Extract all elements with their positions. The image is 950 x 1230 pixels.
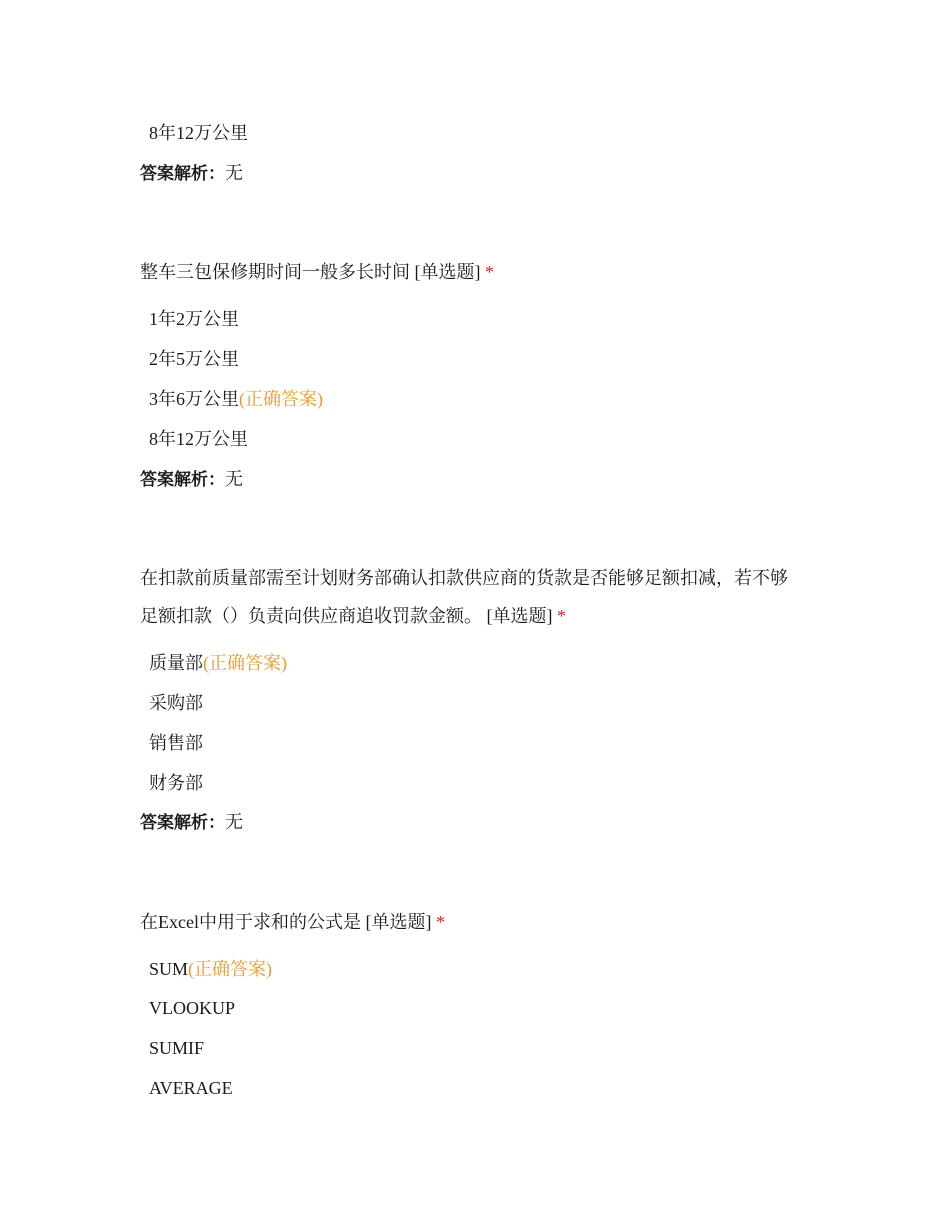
correct-answer-tag: (正确答案): [239, 389, 323, 409]
correct-answer-tag: (正确答案): [188, 959, 273, 979]
option-item: [149, 731, 203, 755]
option-item: [149, 121, 248, 145]
option-item: [149, 307, 239, 331]
option-label: 2年5万公里: [149, 349, 239, 369]
option-item: [149, 1076, 233, 1100]
required-star: *: [435, 912, 445, 932]
option-item-correct: [149, 957, 272, 981]
question-title-line1: [140, 566, 788, 590]
question-text: 整车三包保修期时间一般多长时间: [140, 262, 410, 282]
option-label: SUMIF: [149, 1038, 205, 1058]
question-text: 在扣款前质量部需至计划财务部确认扣款供应商的货款是否能够足额扣减，若不够: [140, 568, 788, 588]
option-item: [149, 996, 235, 1020]
analysis-value: 无: [225, 163, 243, 183]
option-label: 8年12万公里: [149, 123, 248, 143]
answer-analysis: [140, 467, 243, 492]
option-item: [149, 771, 203, 795]
analysis-label: 答案解析：: [140, 164, 225, 184]
answer-analysis: [140, 810, 243, 835]
option-item-correct: [149, 387, 323, 411]
required-star: *: [557, 606, 566, 626]
question-title: [140, 910, 445, 934]
option-item: [149, 427, 248, 451]
option-label: 采购部: [149, 693, 203, 713]
question-type: [单选题]: [365, 912, 432, 932]
analysis-label: 答案解析：: [140, 813, 225, 833]
question-type: [单选题]: [486, 606, 553, 626]
question-title-line2: [140, 604, 566, 628]
option-label: VLOOKUP: [149, 998, 236, 1018]
question-title: [140, 260, 494, 284]
option-label: 销售部: [149, 733, 203, 753]
analysis-value: 无: [225, 812, 243, 832]
required-star: *: [485, 262, 494, 282]
option-label: 1年2万公里: [149, 309, 239, 329]
question-text: 在Excel中用于求和的公式是: [140, 912, 361, 932]
option-item: [149, 1036, 204, 1060]
option-label: 质量部: [149, 653, 203, 673]
option-item: [149, 691, 203, 715]
analysis-value: 无: [225, 469, 243, 489]
option-item: [149, 347, 239, 371]
question-text: 足额扣款（）负责向供应商追收罚款金额。: [140, 606, 482, 626]
correct-answer-tag: (正确答案): [203, 653, 287, 673]
option-label: 财务部: [149, 773, 203, 793]
answer-analysis: [140, 161, 243, 186]
option-item-correct: [149, 651, 287, 675]
option-label: AVERAGE: [149, 1078, 233, 1098]
option-label: SUM: [149, 959, 189, 979]
option-label: 8年12万公里: [149, 429, 248, 449]
analysis-label: 答案解析：: [140, 470, 225, 490]
question-type: [单选题]: [414, 262, 481, 282]
option-label: 3年6万公里: [149, 389, 239, 409]
